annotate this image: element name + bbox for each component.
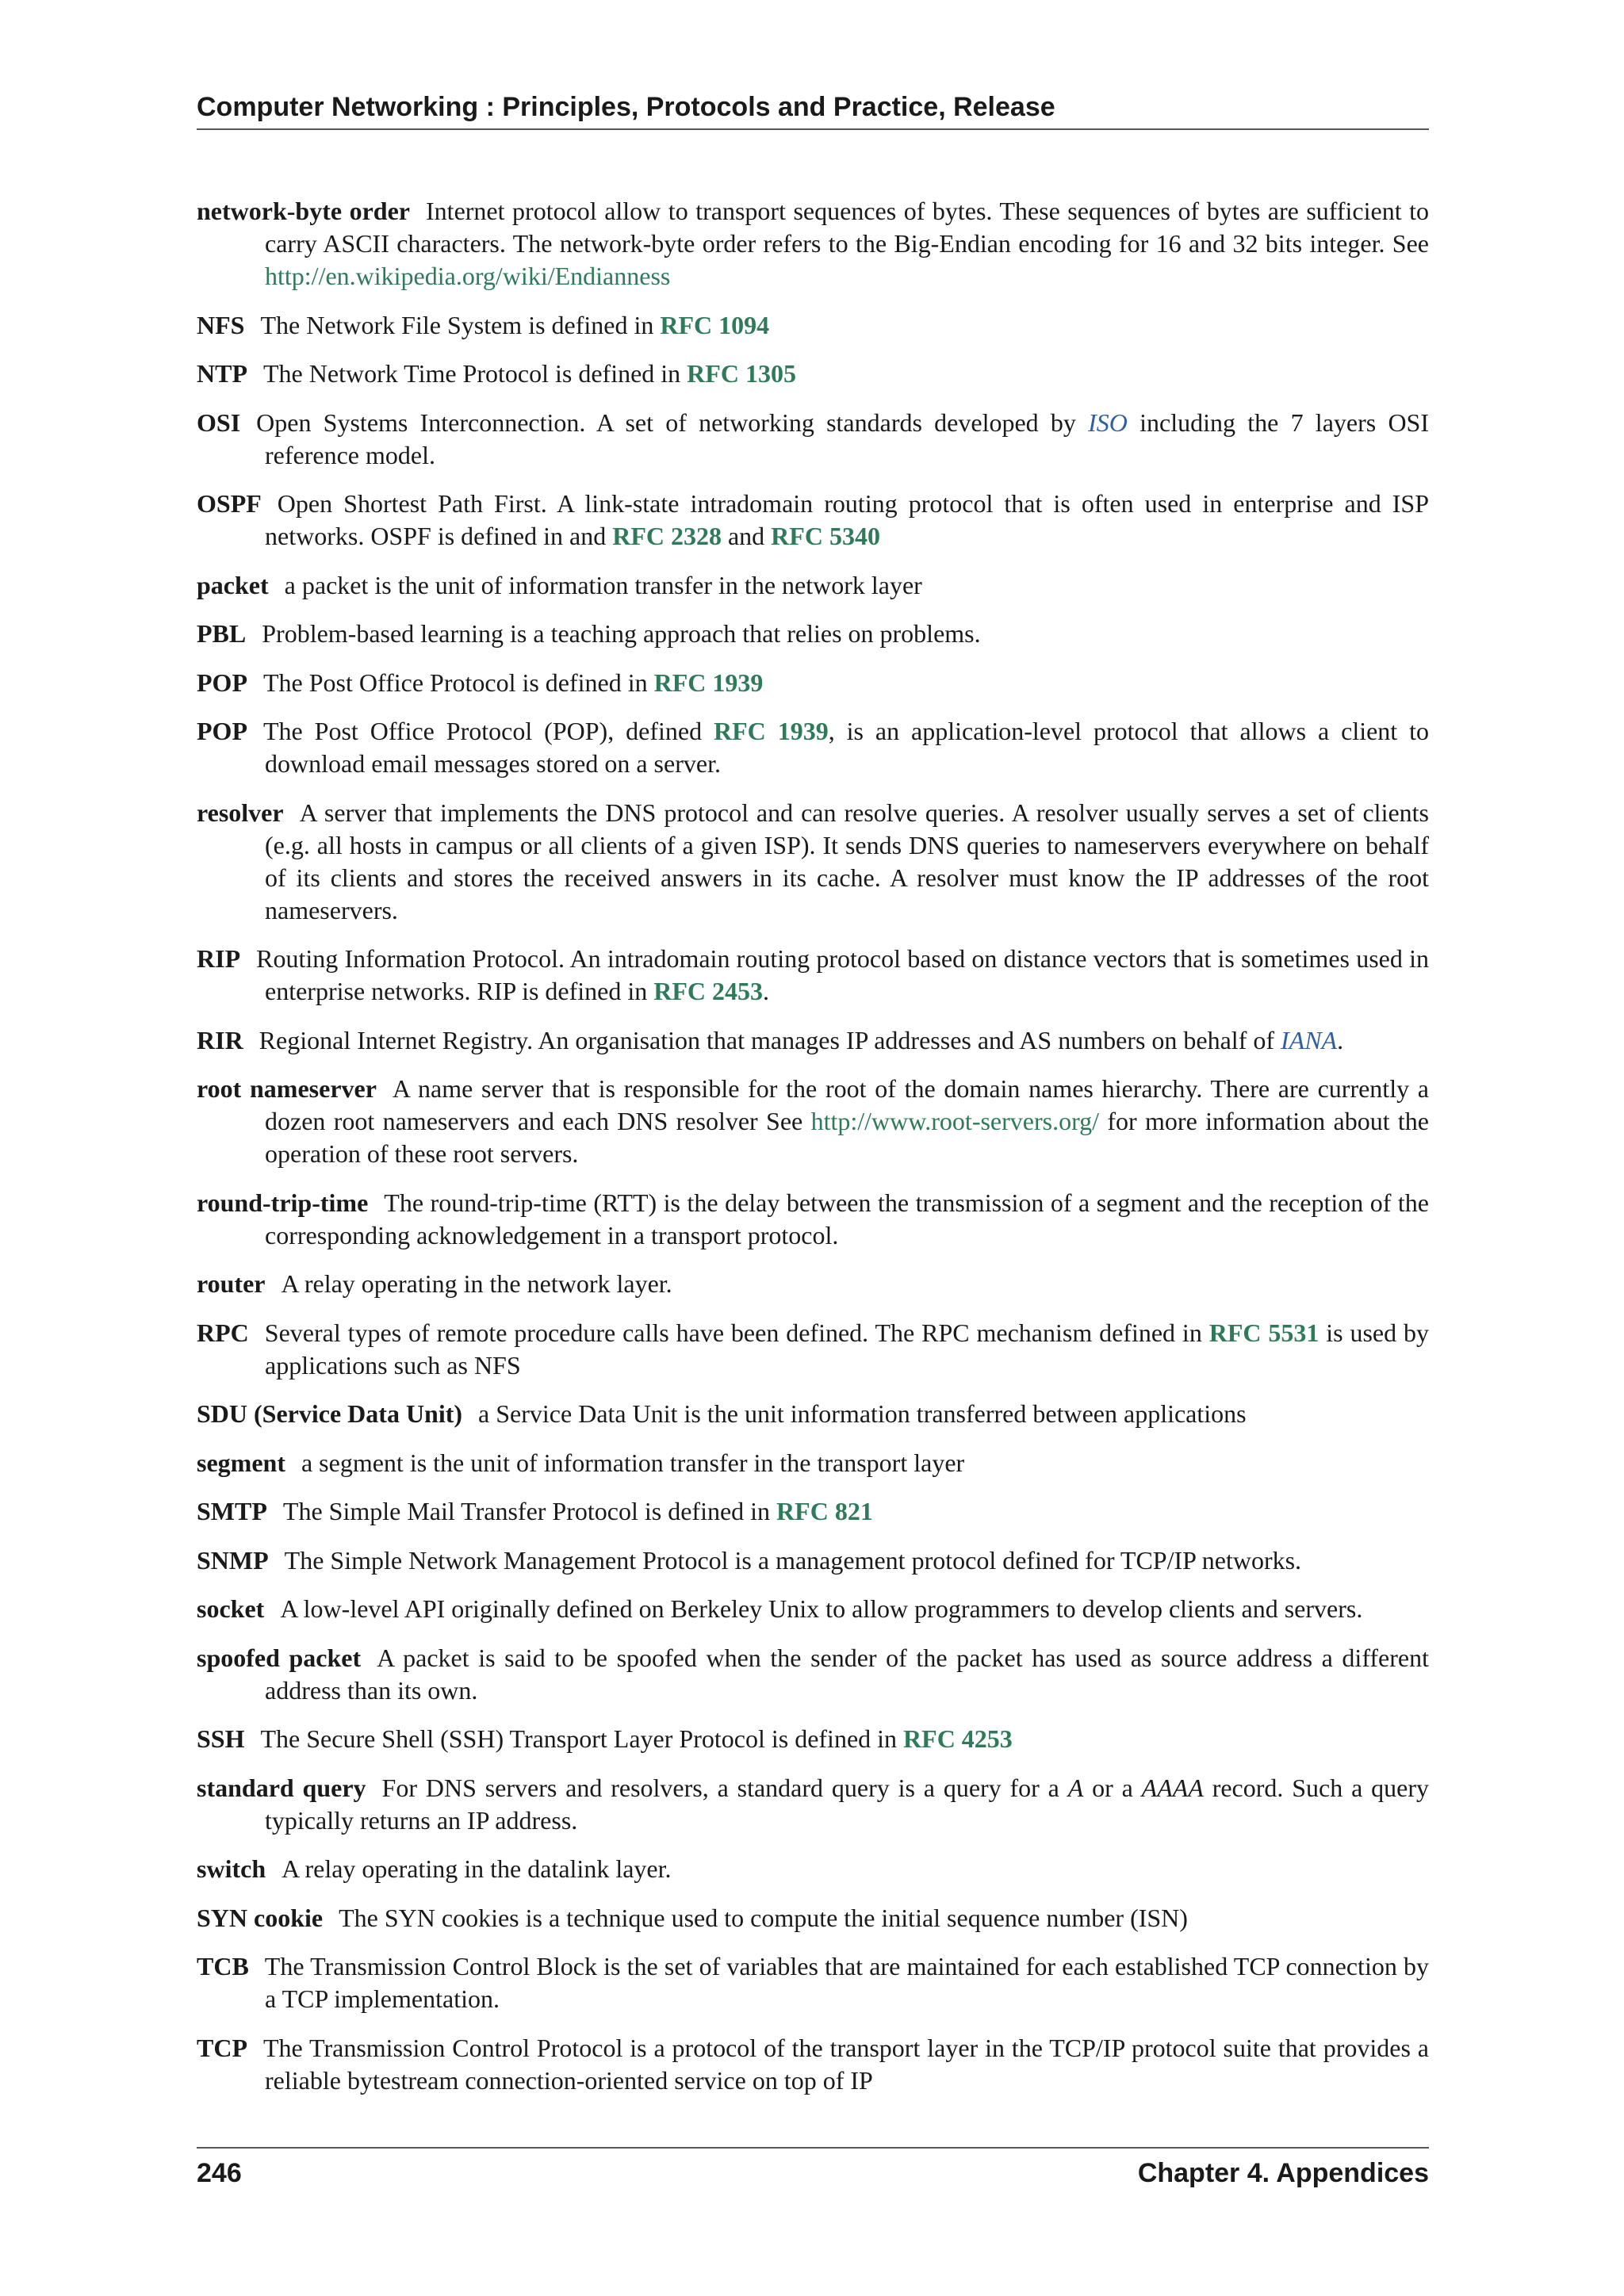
definition-text: Regional Internet Registry. An organisation that manages IP addresses and AS numbers on behalf of: [259, 1025, 1281, 1054]
glossary-entry: [197, 1950, 1429, 2015]
glossary-entry: [197, 1073, 1429, 1170]
definition-text: is used by applications such as NFS: [265, 1318, 1430, 1380]
definition-text: record. Such a query typically returns an IP address.: [265, 1773, 1429, 1835]
glossary-entry: [197, 1398, 1429, 1430]
glossary-entry: [197, 2032, 1429, 2097]
glossary-term: SMTP: [197, 1497, 267, 1525]
emphasis-text: A: [1067, 1773, 1084, 1802]
rfc-link[interactable]: RFC 5340: [771, 522, 880, 550]
chapter-title: Chapter 4. Appendices: [1137, 2158, 1429, 2188]
glossary-term: SDU (Service Data Unit): [197, 1399, 463, 1428]
definition-text: The round-trip-time (RTT) is the delay between the transmission of a segment and the reception of the corresponding acknowledgement in a transport protocol.: [265, 1188, 1429, 1249]
glossary-entry: [197, 797, 1429, 927]
glossary-entry: [197, 407, 1429, 472]
glossary-term: resolver: [197, 798, 284, 827]
glossary-entry: [197, 309, 1429, 342]
glossary-entry: [197, 1268, 1429, 1300]
glossary-entry: [197, 569, 1429, 602]
definition-text: a Service Data Unit is the unit information transferred between applications: [478, 1399, 1247, 1428]
definition-text: The Post Office Protocol (POP), defined: [262, 717, 714, 745]
glossary-entry: [197, 1187, 1429, 1252]
glossary-entry: [197, 1902, 1429, 1934]
definition-text: A packet is said to be spoofed when the sender of the packet has used as source address a different address than its own.: [265, 1643, 1430, 1705]
hyperlink[interactable]: http://www.root-servers.org/: [810, 1107, 1100, 1135]
definition-text: A name server that is responsible for the root of the domain names hierarchy. There are currently a dozen root nameservers and each DNS resolver See: [265, 1074, 1429, 1135]
rfc-link[interactable]: RFC 821: [776, 1497, 873, 1525]
definition-text: including the 7 layers OSI reference model.: [265, 408, 1430, 469]
definition-text: The Transmission Control Block is the set of variables that are maintained for each established TCP connection by a TCP implementation.: [264, 1952, 1429, 2013]
rfc-link[interactable]: RFC 1939: [653, 668, 764, 697]
glossary-entry: [197, 1317, 1429, 1382]
glossary-term: root nameserver: [197, 1074, 377, 1103]
definition-text: a packet is the unit of information transfer in the network layer: [284, 570, 922, 599]
glossary-term: RIR: [197, 1025, 243, 1054]
glossary-term: network-byte order: [197, 197, 411, 225]
glossary-entry: [197, 1593, 1429, 1625]
page-number: 246: [197, 2158, 242, 2188]
glossary-term: router: [197, 1269, 266, 1298]
definition-text: Problem-based learning is a teaching approach that relies on problems.: [262, 619, 981, 648]
definition-text: or a: [1083, 1773, 1142, 1802]
definition-text: A server that implements the DNS protocol and can resolve queries. A resolver usually serves a set of clients (e.g. all hosts in campus or all clients of a given ISP). It sends DNS queries to nameservers everywhere on behalf of its clients and stores the received answers in its cache. A resolver must know the IP addresses of the root nameservers.: [265, 798, 1429, 924]
definition-text: Open Systems Interconnection. A set of networking standards developed by: [256, 408, 1089, 437]
glossary-term: POP: [197, 668, 247, 697]
glossary-entry: [197, 1772, 1429, 1837]
definition-text: A relay operating in the datalink layer.: [282, 1854, 672, 1883]
rfc-link[interactable]: RFC 1939: [714, 717, 829, 745]
glossary-entry: [197, 358, 1429, 390]
glossary-term: segment: [197, 1448, 285, 1477]
header-title: Computer Networking : Principles, Protocols and Practice, Release: [197, 92, 1055, 122]
definition-text: A relay operating in the network layer.: [281, 1269, 672, 1298]
glossary-entry: [197, 1853, 1429, 1885]
definition-text: The Simple Network Management Protocol is a management protocol defined for TCP/IP networks.: [284, 1545, 1302, 1575]
running-header: [197, 89, 1429, 130]
glossary-entry: [197, 1495, 1429, 1528]
definition-text: For DNS servers and resolvers, a standard query is a query for a: [381, 1773, 1068, 1802]
emphasis-text: AAAA: [1141, 1773, 1204, 1802]
glossary-term: OSPF: [197, 489, 262, 518]
definition-text: a segment is the unit of information transfer in the transport layer: [301, 1448, 965, 1477]
rfc-link[interactable]: RFC 1094: [660, 310, 770, 339]
glossary-term: socket: [197, 1594, 265, 1623]
definition-text: Internet protocol allow to transport sequences of bytes. These sequences of bytes are sufficient to carry ASCII characters. The network-byte order refers to the Big-Endian encoding for 16 and 32 bits integer. See: [265, 197, 1430, 258]
glossary-term: TCB: [197, 1952, 249, 1980]
running-footer: [197, 2147, 1429, 2196]
rfc-link[interactable]: RFC 5531: [1208, 1318, 1320, 1347]
definition-text: Several types of remote procedure calls have been defined. The RPC mechanism defined in: [264, 1318, 1209, 1347]
hyperlink[interactable]: IANA: [1281, 1025, 1338, 1054]
hyperlink[interactable]: http://en.wikipedia.org/wiki/Endianness: [265, 262, 671, 290]
glossary-term: RPC: [197, 1318, 249, 1347]
glossary-term: SYN cookie: [197, 1903, 324, 1932]
glossary-term: spoofed packet: [197, 1643, 362, 1672]
definition-text: The SYN cookies is a technique used to compute the initial sequence number (ISN): [339, 1903, 1188, 1932]
glossary-entry: [197, 195, 1429, 293]
glossary-entry: [197, 943, 1429, 1008]
rfc-link[interactable]: RFC 2328: [612, 522, 722, 550]
rfc-link[interactable]: RFC 2453: [653, 977, 764, 1005]
definition-text: The Transmission Control Protocol is a protocol of the transport layer in the TCP/IP protocol suite that provides a reliable bytestream connection-oriented service on top of IP: [263, 2033, 1429, 2095]
glossary-term: NFS: [197, 310, 245, 339]
definition-text: The Simple Mail Transfer Protocol is defined in: [282, 1497, 777, 1525]
rfc-link[interactable]: RFC 1305: [687, 359, 796, 388]
glossary-term: SNMP: [197, 1545, 269, 1575]
definition-text: A low-level API originally defined on Berkeley Unix to allow programmers to develop clients and servers.: [280, 1594, 1363, 1623]
definition-text: , is an application-level protocol that allows a client to download email messages stored on a server.: [265, 717, 1430, 778]
glossary-entry: [197, 618, 1429, 650]
glossary-term: PBL: [197, 619, 247, 648]
glossary-entry: [197, 1544, 1429, 1577]
definition-text: The Network Time Protocol is defined in: [263, 359, 688, 388]
definition-text: for more information about the operation of these root servers.: [265, 1107, 1430, 1168]
glossary-entry: [197, 1642, 1429, 1707]
definition-text: .: [763, 977, 770, 1005]
glossary-term: round-trip-time: [197, 1188, 369, 1217]
definition-text: .: [1337, 1025, 1344, 1054]
glossary-term: standard query: [197, 1773, 366, 1802]
glossary-list: [197, 195, 1429, 2113]
glossary-entry: [197, 1723, 1429, 1755]
hyperlink[interactable]: ISO: [1088, 408, 1128, 437]
glossary-term: TCP: [197, 2033, 247, 2062]
glossary-term: RIP: [197, 944, 241, 973]
definition-text: Open Shortest Path First. A link-state intradomain routing protocol that is often used in enterprise and ISP networks. OSPF is defined in and: [265, 489, 1429, 550]
definition-text: and: [721, 522, 772, 550]
glossary-term: switch: [197, 1854, 266, 1883]
rfc-link[interactable]: RFC 4253: [903, 1724, 1013, 1753]
definition-text: The Network File System is defined in: [260, 310, 661, 339]
glossary-entry: [197, 667, 1429, 699]
definition-text: The Post Office Protocol is defined in: [262, 668, 654, 697]
glossary-entry: [197, 1024, 1429, 1057]
glossary-entry: [197, 715, 1429, 780]
glossary-entry: [197, 1447, 1429, 1479]
glossary-term: SSH: [197, 1724, 245, 1753]
glossary-term: packet: [197, 570, 269, 599]
glossary-term: POP: [197, 717, 247, 745]
glossary-entry: [197, 488, 1429, 553]
definition-text: Routing Information Protocol. An intradomain routing protocol based on distance vectors that is sometimes used in enterprise networks. RIP is defined in: [256, 944, 1429, 1005]
glossary-term: NTP: [197, 359, 247, 388]
glossary-term: OSI: [197, 408, 241, 437]
definition-text: The Secure Shell (SSH) Transport Layer Protocol is defined in: [260, 1724, 904, 1753]
